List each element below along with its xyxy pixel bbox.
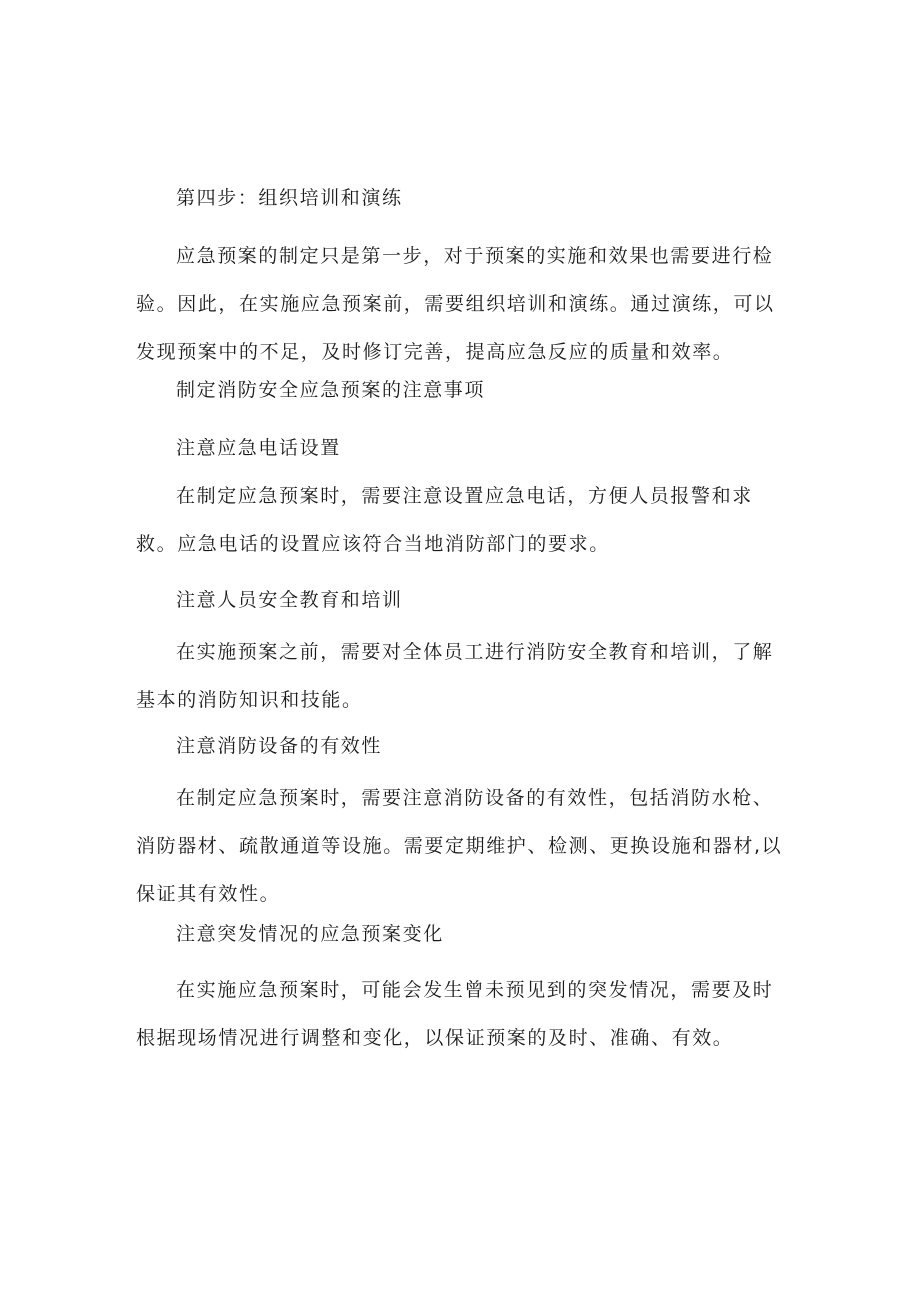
phone-heading: 注意应急电话设置: [176, 437, 341, 459]
emergency-heading: 注意突发情况的应急预案变化: [176, 923, 444, 945]
training-heading: 注意人员安全教育和培训: [176, 589, 403, 611]
step4-heading: 第四步：组织培训和演练: [176, 187, 403, 209]
notes-heading: 制定消防安全应急预案的注意事项: [176, 379, 486, 401]
training-paragraph: 在实施预案之前，需要对全体员工进行消防安全教育和培训，了解基本的消防知识和技能。: [136, 641, 774, 711]
equipment-paragraph: 在制定应急预案时，需要注意消防设备的有效性，包括消防水枪、消防器材、疏散通道等设施。需要定期维护、检测、更换设施和器材,以保证其有效性。: [136, 787, 783, 905]
equipment-heading: 注意消防设备的有效性: [176, 735, 383, 757]
phone-paragraph: 在制定应急预案时，需要注意设置应急电话，方便人员报警和求救。应急电话的设置应该符合当地消防部门的要求。: [136, 485, 753, 555]
step4-paragraph: 应急预案的制定只是第一步，对于预案的实施和效果也需要进行检验。因此，在实施应急预案前，需要组织培训和演练。通过演练，可以发现预案中的不足，及时修订完善，提高应急反应的质量和效率。: [136, 245, 775, 363]
emergency-paragraph: 在实施应急预案时，可能会发生曾未预见到的突发情况，需要及时根据现场情况进行调整和变化，以保证预案的及时、准确、有效。: [136, 979, 774, 1049]
